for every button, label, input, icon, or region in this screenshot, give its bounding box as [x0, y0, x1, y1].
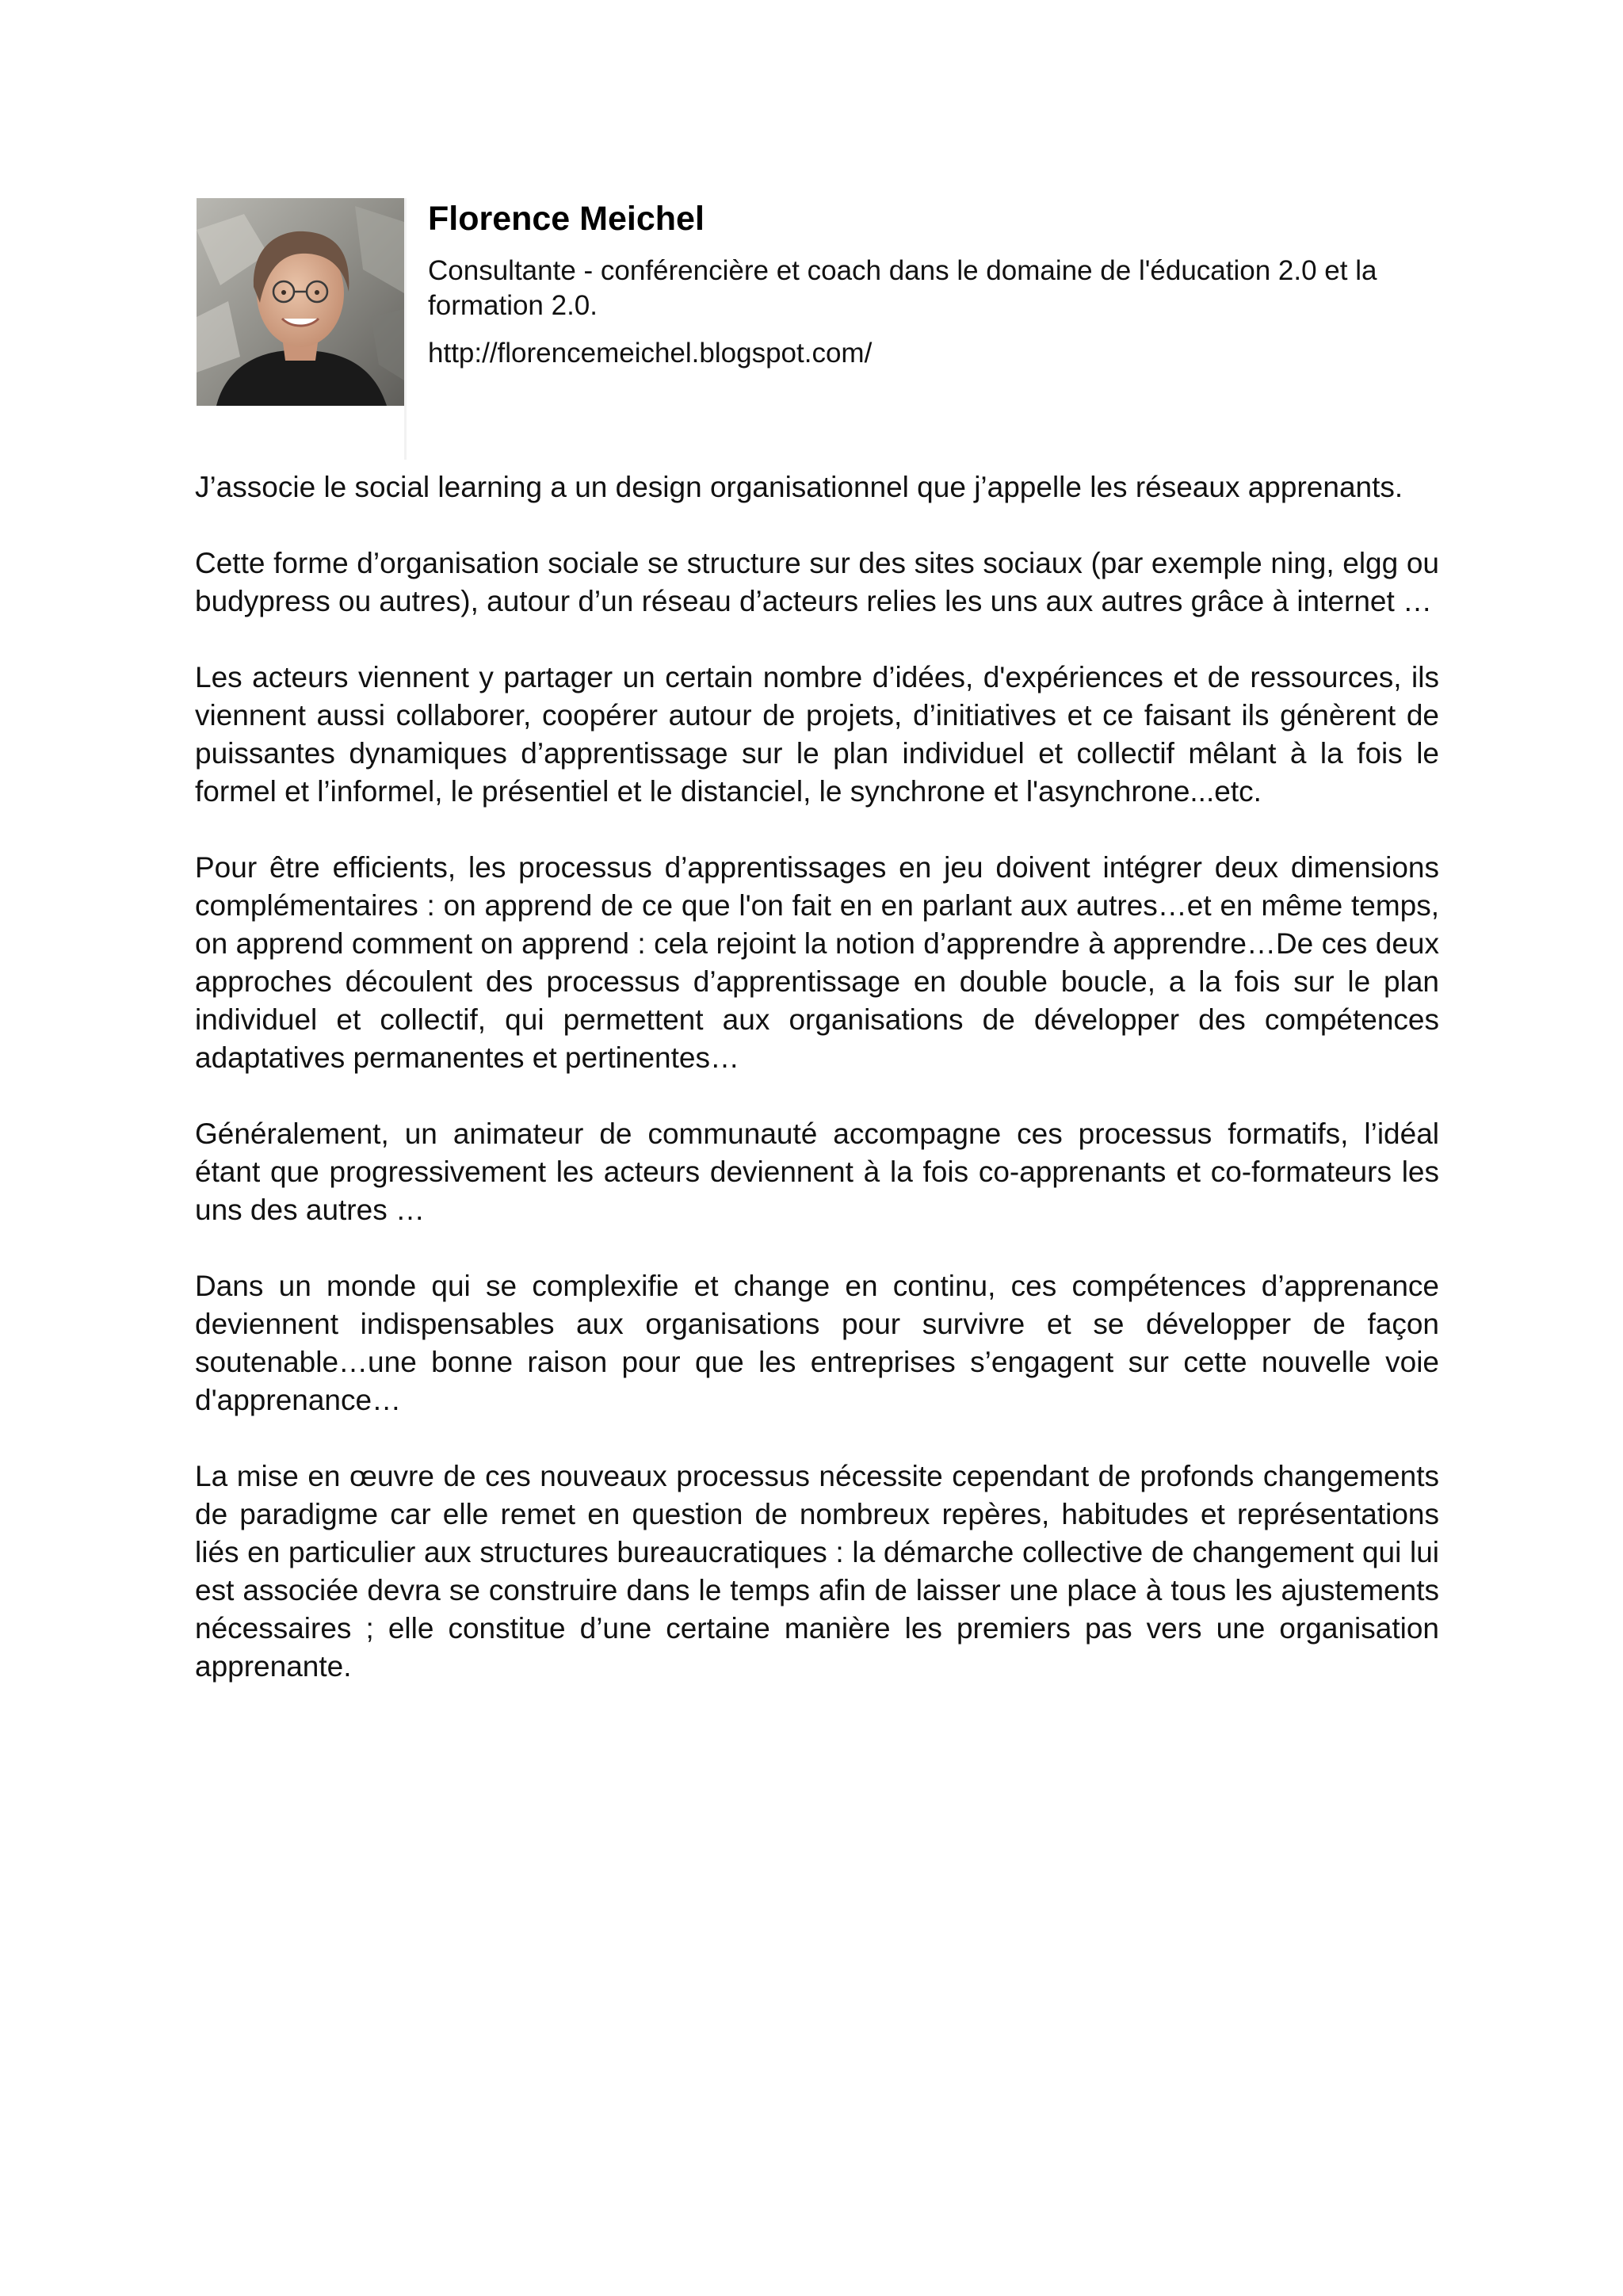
author-role: Consultante - conférencière et coach dans le domaine de l'éducation 2.0 et la formation 2.0. [428, 255, 1377, 321]
paragraph: J’associe le social learning a un design organisationnel que j’appelle les réseaux apprenants. [195, 471, 1403, 503]
author-header [197, 198, 1438, 428]
article-body [195, 468, 1439, 1724]
paragraph: Pour être efficients, les processus d’apprentissages en jeu doivent intégrer deux dimensions complémentaires : on apprend de ce que l'on fait en en parlant aux autres…et en même temps, on apprend comment on apprend : cela rejoint la notion d’apprendre à apprendre…De ces deux approches découlent des processus d’apprentissage en double boucle, a la fois sur le plan individuel et collectif, qui permettent aux organisations de développer des compétences adaptatives permanentes et pertinentes… [195, 851, 1439, 1074]
paragraph: Généralement, un animateur de communauté accompagne ces processus formatifs, l’idéal étant que progressivement les acteurs deviennent à la fois co-apprenants et co-formateurs les uns des autres … [195, 1117, 1439, 1226]
paragraph: Dans un monde qui se complexifie et change en continu, ces compétences d’apprenance deviennent indispensables aux organisations pour survivre et se développer de façon soutenable…une bonne raison pour que les entreprises s’engagent sur cette nouvelle voie d'apprenance… [195, 1270, 1439, 1416]
paragraph: Cette forme d’organisation sociale se structure sur des sites sociaux (par exemple ning, elgg ou budypress ou autres), autour d’un réseau d’acteurs relies les uns aux autres grâce à internet … [195, 547, 1439, 617]
paragraph: La mise en œuvre de ces nouveaux processus nécessite cependant de profonds changements de paradigme car elle remet en question de nombreux repères, habitudes et représentations liés en particulier aux structures bureaucratiques : la démarche collective de changement qui lui est associée devra se construire dans le temps afin de laisser une place à tous les ajustements nécessaires ; elle constitue d’une certaine manière les premiers pas vers une organisation apprenante. [195, 1460, 1439, 1683]
photo-divider [404, 198, 407, 460]
author-info [428, 198, 1438, 371]
paragraph: Les acteurs viennent y partager un certain nombre d’idées, d'expériences et de ressources, ils viennent aussi collaborer, coopérer autour de projets, d’initiatives et ce faisant ils génèrent de puissantes dynamiques d’apprentissage sur le plan individuel et collectif mêlant à la fois le formel et l’informel, le présentiel et le distanciel, le synchrone et l'asynchrone...etc. [195, 661, 1439, 808]
author-photo [197, 198, 404, 406]
author-website-link[interactable]: http://florencemeichel.blogspot.com/ [428, 338, 873, 369]
author-name: Florence Meichel [428, 200, 705, 238]
